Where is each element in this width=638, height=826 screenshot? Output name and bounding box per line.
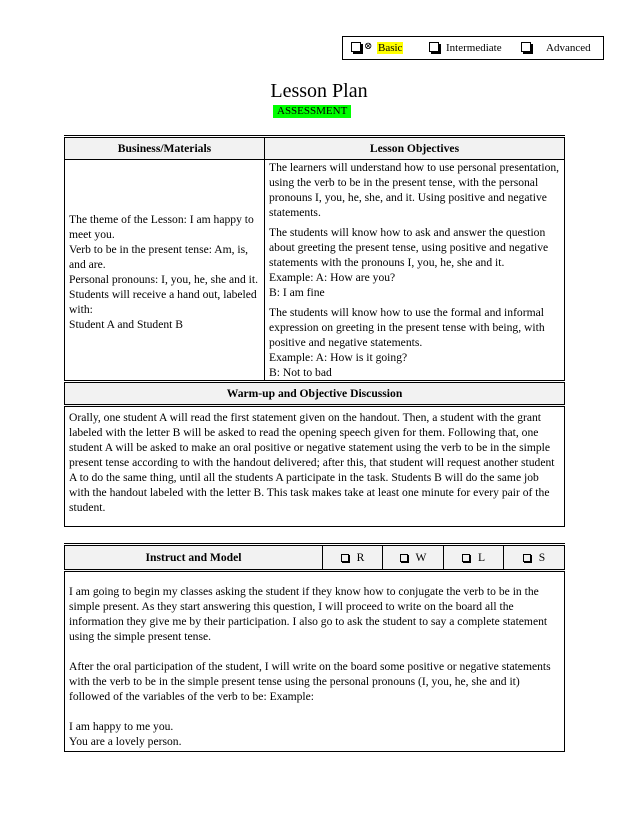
instruct-example-1: I am happy to me you. (69, 720, 174, 733)
materials-students: Student A and Student B (69, 318, 184, 331)
level-selector (342, 36, 604, 60)
materials-cell (65, 160, 265, 382)
skill-listening-label: L (477, 551, 486, 564)
reading-checkbox[interactable] (341, 554, 349, 562)
warmup-body: Orally, one student A will read the first statement given on the handout. Then, a student with the grant labeled with the letter B will be asked to read the opening speech given for them. Following that, one student A will be asked to make an oral positive or negative statement using the verb to be in the simple present tense according to with the handout delivered; after this, that student will request another student A to do the same thing, until all the students A participate in the task. Students B will do the same job with the handout labeled with the letter B. This task makes take at least one minute for every pair of the student. (69, 411, 555, 514)
objective-2-example-a: Example: A: How are you? (269, 271, 396, 284)
skill-writing[interactable] (383, 545, 444, 571)
speaking-checkbox[interactable] (523, 554, 531, 562)
checked-mark-icon: ⊗ (364, 41, 373, 52)
instruct-table (64, 543, 565, 752)
objective-3: The students will know how to use the formal and informal expression on greeting in the present tense with being, with positive and negative statements. (269, 306, 545, 349)
objective-2: The students will know how to ask and answer the question about greeting the present tense, using positive and negative statements with the pronouns I, you, he, she and it. (269, 226, 549, 269)
objective-3-example-a: Example: A: How is it going? (269, 351, 408, 364)
listening-checkbox[interactable] (462, 554, 470, 562)
objectives-cell (265, 160, 565, 382)
materials-verb: Verb to be in the present tense: Am, is, and are. (69, 243, 249, 271)
materials-handout: Students will receive a hand out, labeled with: (69, 288, 257, 316)
objective-1: The learners will understand how to use personal presentation, using the verb to be in the present tense, with the personal pronouns I, you, he, she, and it. Using positive and negative statements. (269, 161, 560, 219)
page-title: Lesson Plan (270, 80, 368, 102)
instruct-example-2: You are a lovely person. (69, 735, 182, 748)
advanced-checkbox[interactable] (521, 42, 531, 52)
instruct-cell (65, 571, 565, 752)
warmup-cell (65, 406, 565, 527)
intermediate-label: Intermediate (446, 42, 502, 54)
basic-checkbox[interactable] (351, 42, 361, 52)
intermediate-checkbox[interactable] (429, 42, 439, 52)
lesson-table (64, 135, 565, 527)
skill-listening[interactable] (444, 545, 504, 571)
basic-label: Basic (378, 42, 403, 54)
materials-pronouns: Personal pronouns: I, you, he, she and it. (69, 273, 259, 286)
warmup-header: Warm-up and Objective Discussion (65, 382, 565, 406)
skill-writing-label: W (415, 551, 427, 564)
skill-reading-label: R (356, 551, 365, 564)
skill-reading[interactable] (323, 545, 383, 571)
instruct-para-1: I am going to begin my classes asking the student if they know how to conjugate the verb to be in the simple present. As they start answering this question, I will proceed to write on the board all the information they give me by their participation. I also go to ask the student to say a complete statement using the simple present tense. (69, 585, 548, 643)
materials-theme: The theme of the Lesson: I am happy to meet you. (69, 213, 254, 241)
objectives-header: Lesson Objectives (265, 137, 565, 160)
objective-3-example-b: B: Not to bad (269, 366, 332, 379)
advanced-label: Advanced (546, 42, 591, 54)
instruct-para-2: After the oral participation of the student, I will write on the board some positive or negative statements with the verb to be in the simple present tense using the personal pronouns (I, you, he, she and it) followed of the variables of the verb to be: Example: (69, 660, 551, 703)
skill-speaking[interactable] (504, 545, 565, 571)
skill-speaking-label: S (538, 551, 546, 564)
writing-checkbox[interactable] (400, 554, 408, 562)
instruct-header: Instruct and Model (65, 545, 323, 571)
assessment-badge: ASSESSMENT (273, 105, 351, 118)
materials-header: Business/Materials (65, 137, 265, 160)
objective-2-example-b: B: I am fine (269, 286, 325, 299)
